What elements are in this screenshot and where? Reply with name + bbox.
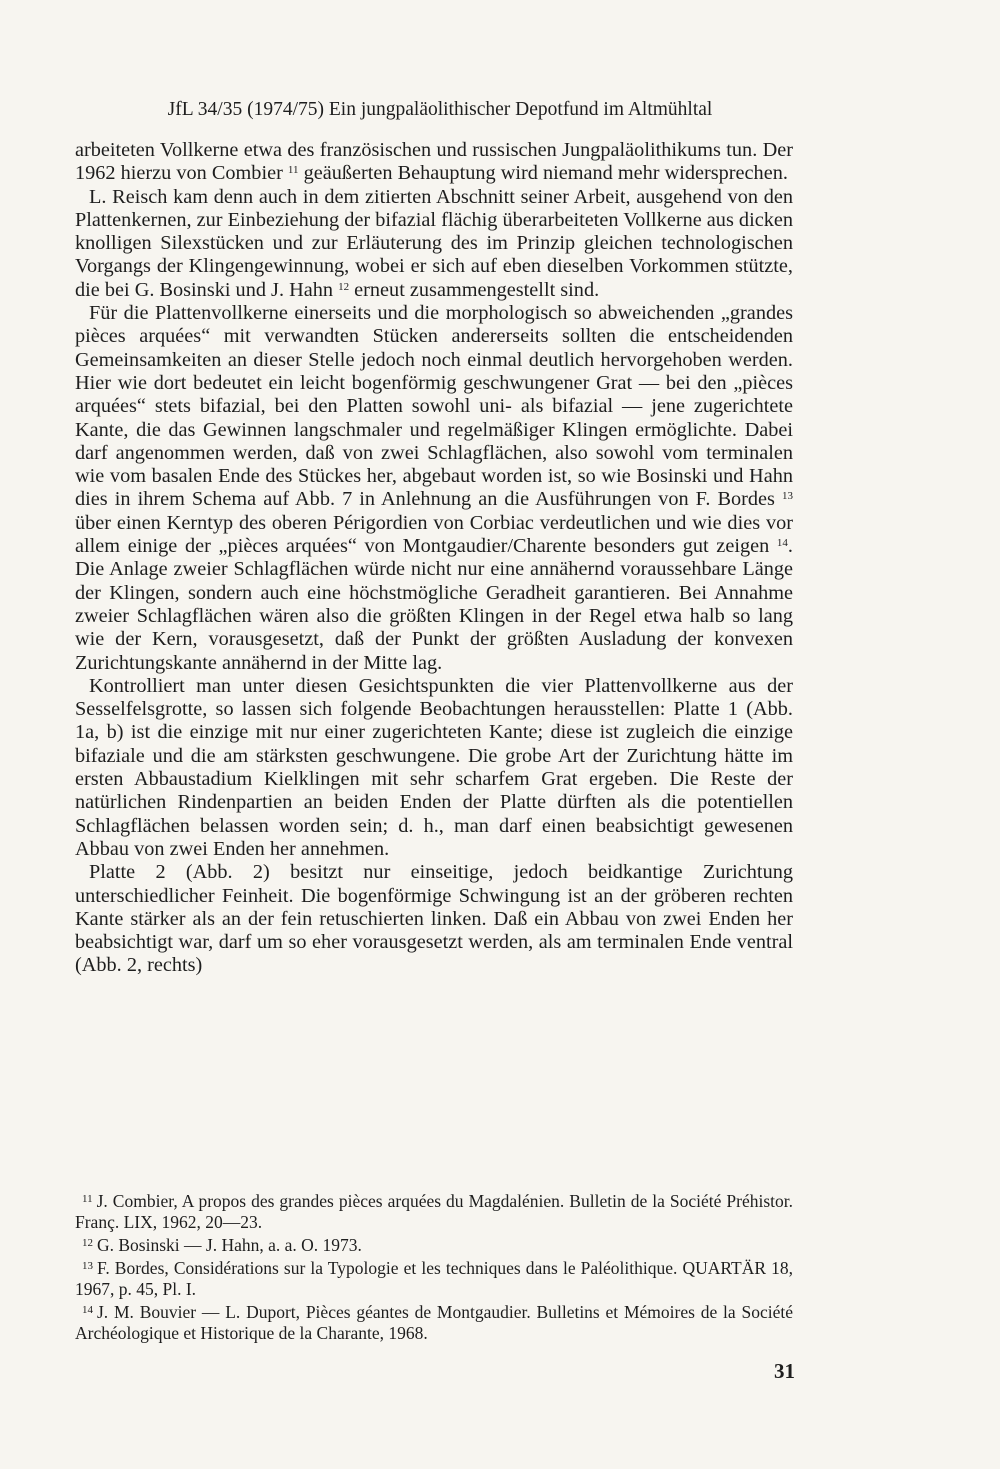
paragraph-5 xyxy=(75,861,793,977)
footnotes xyxy=(75,1189,793,1344)
footnote-11 xyxy=(75,1189,793,1233)
paragraph-2 xyxy=(75,186,793,302)
paragraph-text: Für die Plattenvollkerne einerseits und die morphologisch so abweichenden „grandes pièces arquées“ mit verwandten Stücken andererseits sollten die entscheidenden Gemeinsamkeiten an dieser Stelle jedoch noch einmal deutlich hervorgehoben werden. Hier wie dort bedeutet ein leicht bogenförmig geschwungener Grat — bei den „pièces arquées“ stets bifazial, bei den Platten sowohl uni- als bifazial — jene zugerichtete Kante, die das Gewinnen langschmaler und regelmäßiger Klingen ermöglichte. Dabei darf angenommen werden, daß von zwei Schlagflächen, also sowohl vom terminalen wie vom basalen Ende des Stückes her, abgebaut worden ist, so wie Bosinski und Hahn dies in ihrem Schema auf Abb. 7 in Anlehnung an die Ausführungen von F. Bordes xyxy=(75,302,793,511)
footnote-text: J. M. Bouvier — L. Duport, Pièces géantes de Montgaudier. Bulletins et Mémoires de la Société Archéologique et Historique de la Charante, 1968. xyxy=(75,1302,793,1343)
paragraph-text: arbeiteten Vollkerne etwa des französischen und russischen Jungpaläolithikums tun. Der 1962 hierzu von Combier xyxy=(75,139,793,185)
footnote-text: F. Bordes, Considérations sur la Typologie et les techniques dans le Paléolithique. QUARTÄR 18, 1967, p. 45, Pl. I. xyxy=(75,1258,793,1299)
footnote-ref-12[interactable]: 12 xyxy=(338,280,350,293)
footnote-number: 14 xyxy=(82,1304,93,1316)
paragraph-text: . Die Anlage zweier Schlagflächen würde nicht nur eine annähernd voraussehbare Länge der Klingen, sondern auch eine höchstmögliche Geradheit garantieren. Bei Annahme zweier Schlagflächen wären also die größten Klingen in der Regel etwa halb so lang wie der Kern, vorausgesetzt, daß der Punkt der größten Ausladung der konvexen Zurichtungskante annähernd in der Mitte lag. xyxy=(75,535,793,674)
paragraph-1 xyxy=(75,139,793,186)
paragraph-text: Platte 2 (Abb. 2) besitzt nur einseitige, jedoch beidkantige Zurichtung unterschiedlicher Feinheit. Die bogenförmige Schwingung ist an der gröberen rechten Kante stärker als an der fein retuschierten linken. Daß ein Abbau von zwei Enden her beabsichtigt war, darf um so eher vorausgesetzt werden, als am terminalen Ende ventral (Abb. 2, rechts) xyxy=(75,861,793,977)
paragraph-text: erneut zusammengestellt sind. xyxy=(349,278,600,301)
footnote-12 xyxy=(75,1233,793,1256)
footnote-ref-14[interactable]: 14 xyxy=(776,537,788,550)
footnote-number: 11 xyxy=(82,1193,93,1205)
footnote-text: J. Combier, A propos des grandes pièces arquées du Magdalénien. Bulletin de la Société Préhistor. Franç. LIX, 1962, 20—23. xyxy=(75,1191,793,1232)
paragraph-4 xyxy=(75,675,793,861)
footnote-14 xyxy=(75,1300,793,1344)
footnote-number: 13 xyxy=(82,1260,93,1272)
footnote-text: G. Bosinski — J. Hahn, a. a. O. 1973. xyxy=(97,1235,362,1255)
paragraph-text: über einen Kerntyp des oberen Périgordien von Corbiac verdeutlichen und wie dies vor allem einige der „pièces arquées“ von Montgaudier/Charente besonders gut zeigen xyxy=(75,511,793,558)
body-text xyxy=(75,139,793,978)
footnote-ref-13[interactable]: 13 xyxy=(782,490,793,503)
paragraph-3 xyxy=(75,302,793,675)
page-number: 31 xyxy=(774,1359,795,1383)
footnote-number: 12 xyxy=(82,1237,93,1249)
paragraph-text: geäußerten Behauptung wird niemand mehr widersprechen. xyxy=(298,162,788,185)
footnote-ref-11[interactable]: 11 xyxy=(287,164,299,177)
paragraph-text: L. Reisch kam denn auch in dem zitierten Abschnitt seiner Arbeit, ausgehend von den Plattenkernen, zur Einbeziehung der bifazial flächig überarbeiteten Vollkerne aus dicken knolligen Silexstücken und zur Erläuterung des im Prinzip gleichen technologischen Vorgangs der Klingengewinnung, wobei er sich auf eben dieselben Vorkommen stützte, die bei G. Bosinski und J. Hahn xyxy=(75,185,793,301)
running-header: JfL 34/35 (1974/75) Ein jungpaläolithischer Depotfund im Altmühltal xyxy=(167,99,713,120)
footnote-13 xyxy=(75,1256,793,1300)
paragraph-text: Kontrolliert man unter diesen Gesichtspunkten die vier Plattenvollkerne aus der Sesselfelsgrotte, so lassen sich folgende Beobachtungen herausstellen: Platte 1 (Abb. 1a, b) ist die einzige mit nur einer zugerichteten Kante; diese ist zugleich die einzige bifaziale und die am stärksten geschwungene. Die grobe Art der Zurichtung hätte im ersten Abbaustadium Kielklingen mit sehr scharfem Grat ergeben. Die Reste der natürlichen Rindenpartien an beiden Enden der Platte dürften als die potentiellen Schlagflächen belassen worden sein; d. h., man darf einen beabsichtigt gewesenen Abbau von zwei Enden her annehmen. xyxy=(75,674,793,860)
